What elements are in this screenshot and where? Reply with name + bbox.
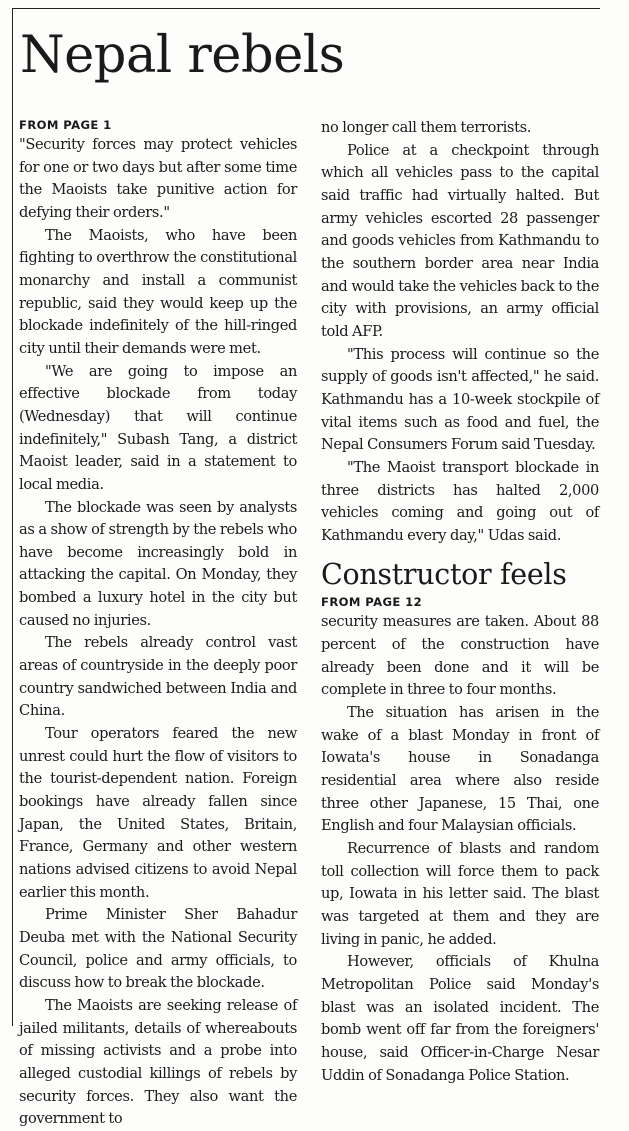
right-column — [321, 117, 599, 1087]
paragraph: Police at a checkpoint through which all vehicles pass to the capital said traffic had virtually halted. But army vehicles escorted 28 passenger and goods vehicles from Kathmandu to the southern border area near India and would take the vehicles back to the city with provisions, an army official told AFP. — [321, 141, 599, 340]
paragraph: no longer call them terrorists. — [321, 119, 532, 136]
paragraph: "The Maoist transport blockade in three districts has halted 2,000 vehicles coming and going out of Kathmandu every day," Udas said. — [321, 458, 599, 544]
paragraph: security measures are taken. About 88 percent of the construction have already been done and it will be complete in three to four months. — [321, 613, 599, 699]
paragraph: "Security forces may protect vehicles for one or two days but after some time the Maoists take punitive action for defying their orders." — [19, 136, 297, 221]
paragraph: The Maoists are seeking release of jailed militants, details of whereabouts of missing activists and a probe into alleged custodial killings of rebels by security forces. They also want the government to — [19, 996, 297, 1128]
paragraph: Tour operators feared the new unrest could hurt the flow of visitors to the tourist-dependent nation. Foreign bookings have already fallen since Japan, the United States, Britain, France, Germany and other western nations advised citizens to avoid Nepal earlier this month. — [19, 725, 297, 901]
paragraph: Prime Minister Sher Bahadur Deuba met with the National Security Council, police and army officials, to discuss how to break the blockade. — [19, 906, 297, 992]
paragraph: The rebels already control vast areas of countryside in the deeply poor country sandwiched between India and China. — [19, 634, 297, 720]
second-story-headline: Constructor feels — [321, 558, 567, 592]
paragraph: The situation has arisen in the wake of a blast Monday in front of Iowata's house in Sonadanga residential area where also reside three other Japanese, 15 Thai, one English and four Malaysian officials. — [321, 704, 599, 835]
paragraph: Recurrence of blasts and random toll collection will force them to pack up, Iowata in his letter said. The blast was targeted at them and they are living in panic, he added. — [321, 840, 599, 948]
paragraph: The Maoists, who have been fighting to overthrow the constitutional monarchy and install a communist republic, said they would keep up the blockade indefinitely of the hill-ringed city until their demands were met. — [19, 226, 297, 357]
left-rule — [12, 8, 13, 1026]
paragraph: "We are going to impose an effective blockade from today (Wednesday) that will continue indefinitely," Subash Tang, a district Maoist leader, said in a statement to local media. — [19, 362, 297, 493]
top-rule — [12, 8, 600, 9]
paragraph: However, officials of Khulna Metropolitan Police said Monday's blast was an isolated incident. The bomb went off far from the foreigners' house, said Officer-in-Charge Nesar Uddin of Sonadanga Police Station. — [321, 953, 599, 1084]
second-story-dateline: FROM PAGE 12 — [321, 595, 423, 610]
left-column — [19, 117, 297, 1131]
dateline: FROM PAGE 1 — [19, 118, 112, 132]
headline: Nepal rebels — [20, 26, 345, 85]
paragraph: The blockade was seen by analysts as a show of strength by the rebels who have become increasingly bold in attacking the capital. On Monday, they bombed a luxury hotel in the city but caused no injuries. — [19, 498, 297, 629]
paragraph: "This process will continue so the supply of goods isn't affected," he said. Kathmandu has a 10-week stockpile of vital items such as food and fuel, the Nepal Consumers Forum said Tuesday. — [321, 345, 599, 454]
